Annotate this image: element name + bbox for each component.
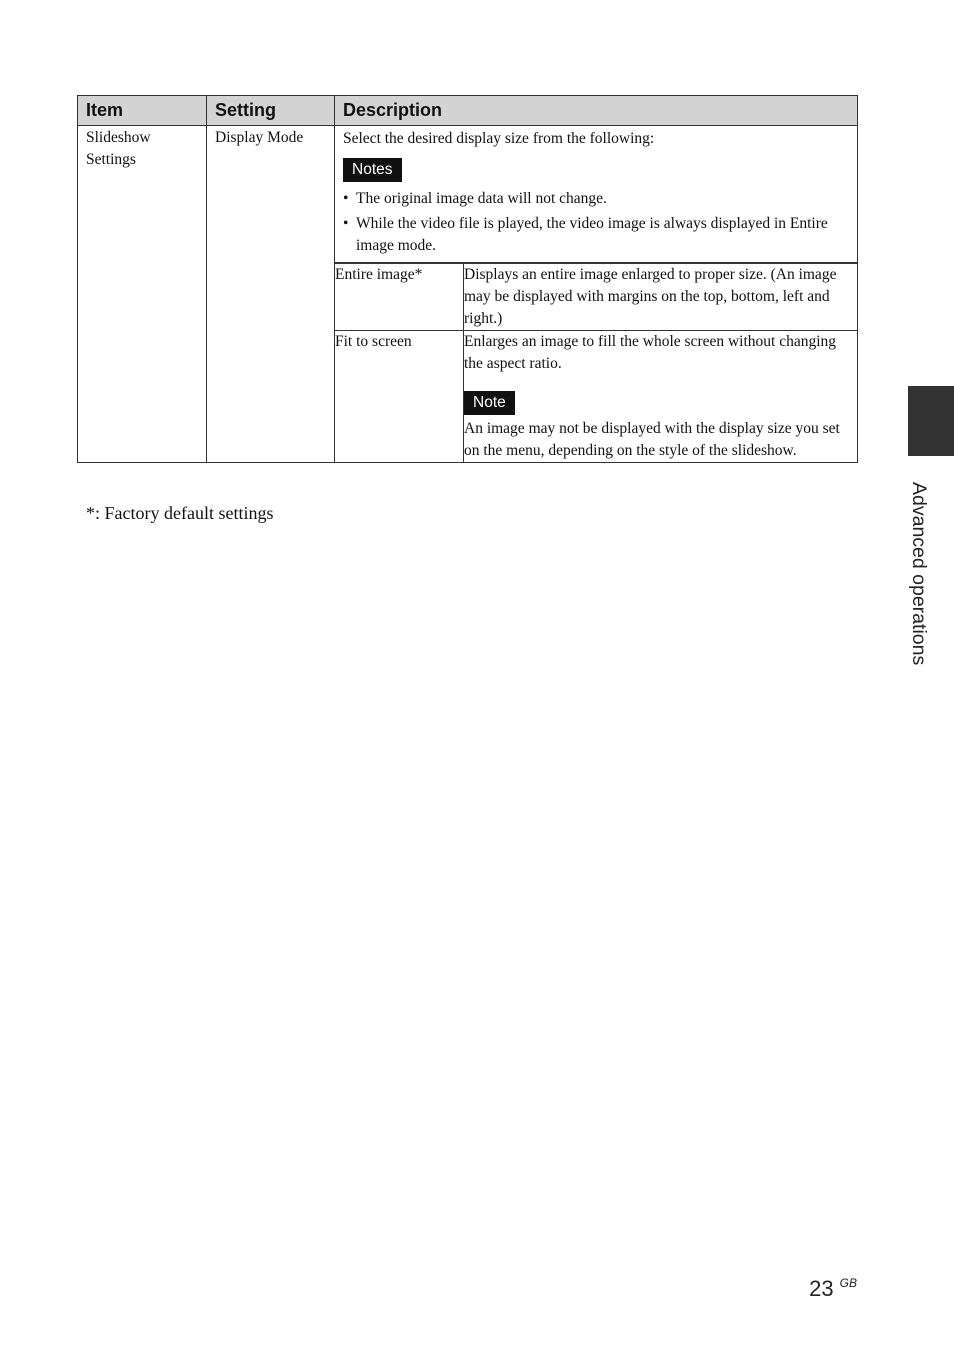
page-number <box>809 1276 857 1302</box>
option-description: Enlarges an image to fill the whole screen without changing the aspect ratio. <box>464 333 837 372</box>
header-description: Description <box>335 96 858 126</box>
notes-list <box>343 188 849 257</box>
factory-default-footnote: *: Factory default settings <box>86 503 274 523</box>
option-description: Displays an entire image enlarged to proper size. (An image may be displayed with margins on the top, bottom, left and right.) <box>464 263 858 331</box>
option-row-fit-to-screen <box>335 331 857 463</box>
page-region-code: GB <box>839 1276 857 1290</box>
table-row <box>78 126 858 463</box>
option-note: An image may not be displayed with the display size you set on the menu, depending on the style of the slideshow. <box>464 420 840 459</box>
table-header-row <box>78 96 858 126</box>
note-badge: Note <box>464 391 515 415</box>
option-row-entire-image <box>335 263 857 331</box>
header-item: Item <box>78 96 207 126</box>
setting-label: Display Mode <box>215 129 304 146</box>
option-description-cell <box>464 331 858 463</box>
setting-cell <box>207 126 335 463</box>
item-cell <box>78 126 207 463</box>
item-label-line1: Slideshow <box>86 129 151 146</box>
page-number-value: 23 <box>809 1276 834 1301</box>
note-item: • While the video file is played, the video image is always displayed in Entire image mode. <box>343 213 849 257</box>
section-tab-marker <box>908 386 954 456</box>
settings-table <box>77 95 858 463</box>
item-label-line2: Settings <box>86 151 136 168</box>
display-mode-options <box>335 262 857 462</box>
description-cell <box>335 126 858 463</box>
option-name: Fit to screen <box>335 331 464 463</box>
notes-badge: Notes <box>343 158 402 182</box>
option-name: Entire image* <box>335 263 464 331</box>
header-setting: Setting <box>207 96 335 126</box>
note-item: • The original image data will not change. <box>343 188 849 210</box>
section-label: Advanced operations <box>908 482 930 666</box>
description-intro: Select the desired display size from the following: <box>343 130 655 147</box>
